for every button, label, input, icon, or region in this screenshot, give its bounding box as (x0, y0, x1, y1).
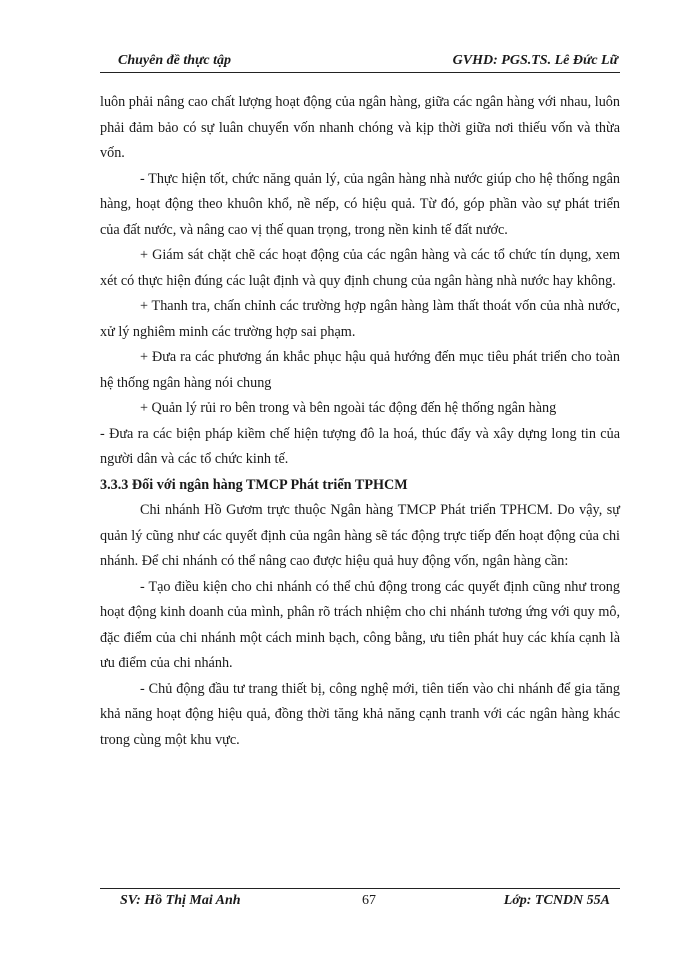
footer-student: SV: Hồ Thị Mai Anh (120, 893, 241, 908)
paragraph-1: luôn phải nâng cao chất lượng hoạt động của ngân hàng, giữa các ngân hàng với nhau, luôn phải đảm bảo có sự luân chuyển vốn nhanh chóng và kịp thời giữa nơi thiếu vốn và thừa vốn. (100, 94, 620, 161)
header-supervisor: GVHD: PGS.TS. Lê Đức Lữ (452, 53, 618, 68)
paragraph-5: + Đưa ra các phương án khắc phục hậu quả hướng đến mục tiêu phát triển cho toàn hệ thống ngân hàng nói chung (100, 349, 620, 391)
header-title: Chuyên đề thực tập (118, 53, 232, 68)
page-number: 67 (362, 893, 376, 908)
paragraph-6: + Quản lý rủi ro bên trong và bên ngoài tác động đến hệ thống ngân hàng (140, 400, 557, 416)
footer-class: Lớp: TCNDN 55A (503, 893, 610, 908)
paragraph-10: - Chủ động đầu tư trang thiết bị, công nghệ mới, tiên tiến vào chi nhánh để gia tăng khả năng hoạt động hiệu quả, đồng thời tăng khả năng cạnh tranh với các ngân hàng khác trong cùng một khu vực. (100, 680, 620, 748)
paragraph-8: Chi nhánh Hồ Gươm trực thuộc Ngân hàng TMCP Phát triển TPHCM. Do vậy, sự quản lý cũng như các quyết định của ngân hàng sẽ tác động trực tiếp đến hoạt động của chi nhánh. Để chi nhánh có thể nâng cao được hiệu quả huy động vốn, ngân hàng cần: (100, 502, 620, 569)
document-body (100, 90, 620, 753)
footer-rule (100, 888, 620, 889)
header-rule (100, 72, 620, 73)
paragraph-7: - Đưa ra các biện pháp kiềm chế hiện tượng đô la hoá, thúc đẩy và xây dựng long tin của người dân và các tổ chức kinh tế. (100, 425, 620, 467)
paragraph-3: + Giám sát chặt chẽ các hoạt động của các ngân hàng và các tổ chức tín dụng, xem xét có thực hiện đúng các luật định và quy định chung của ngân hàng nhà nước hay không. (100, 247, 620, 289)
section-heading: 3.3.3 Đối với ngân hàng TMCP Phát triển TPHCM (100, 476, 408, 493)
paragraph-4: + Thanh tra, chấn chỉnh các trường hợp ngân hàng làm thất thoát vốn của nhà nước, xử lý nghiêm minh các trường hợp sai phạm. (100, 298, 620, 340)
paragraph-2: - Thực hiện tốt, chức năng quản lý, của ngân hàng nhà nước giúp cho hệ thống ngân hàng, hoạt động theo khuôn khổ, nề nếp, có hiệu quả. Từ đó, góp phần vào sự phát triển của đất nước, và nâng cao vị thế quan trọng, trong nền kinh tế đất nước. (100, 170, 620, 238)
paragraph-9: - Tạo điều kiện cho chi nhánh có thể chủ động trong các quyết định cũng như trong hoạt động kinh doanh của mình, phân rõ trách nhiệm cho chi nhánh tương ứng với quy mô, đặc điểm của chi nhánh một cách minh bạch, công bằng, ưu tiên phát huy các khía cạnh là ưu điểm của chi nhánh. (100, 578, 620, 671)
page-header (100, 50, 620, 72)
